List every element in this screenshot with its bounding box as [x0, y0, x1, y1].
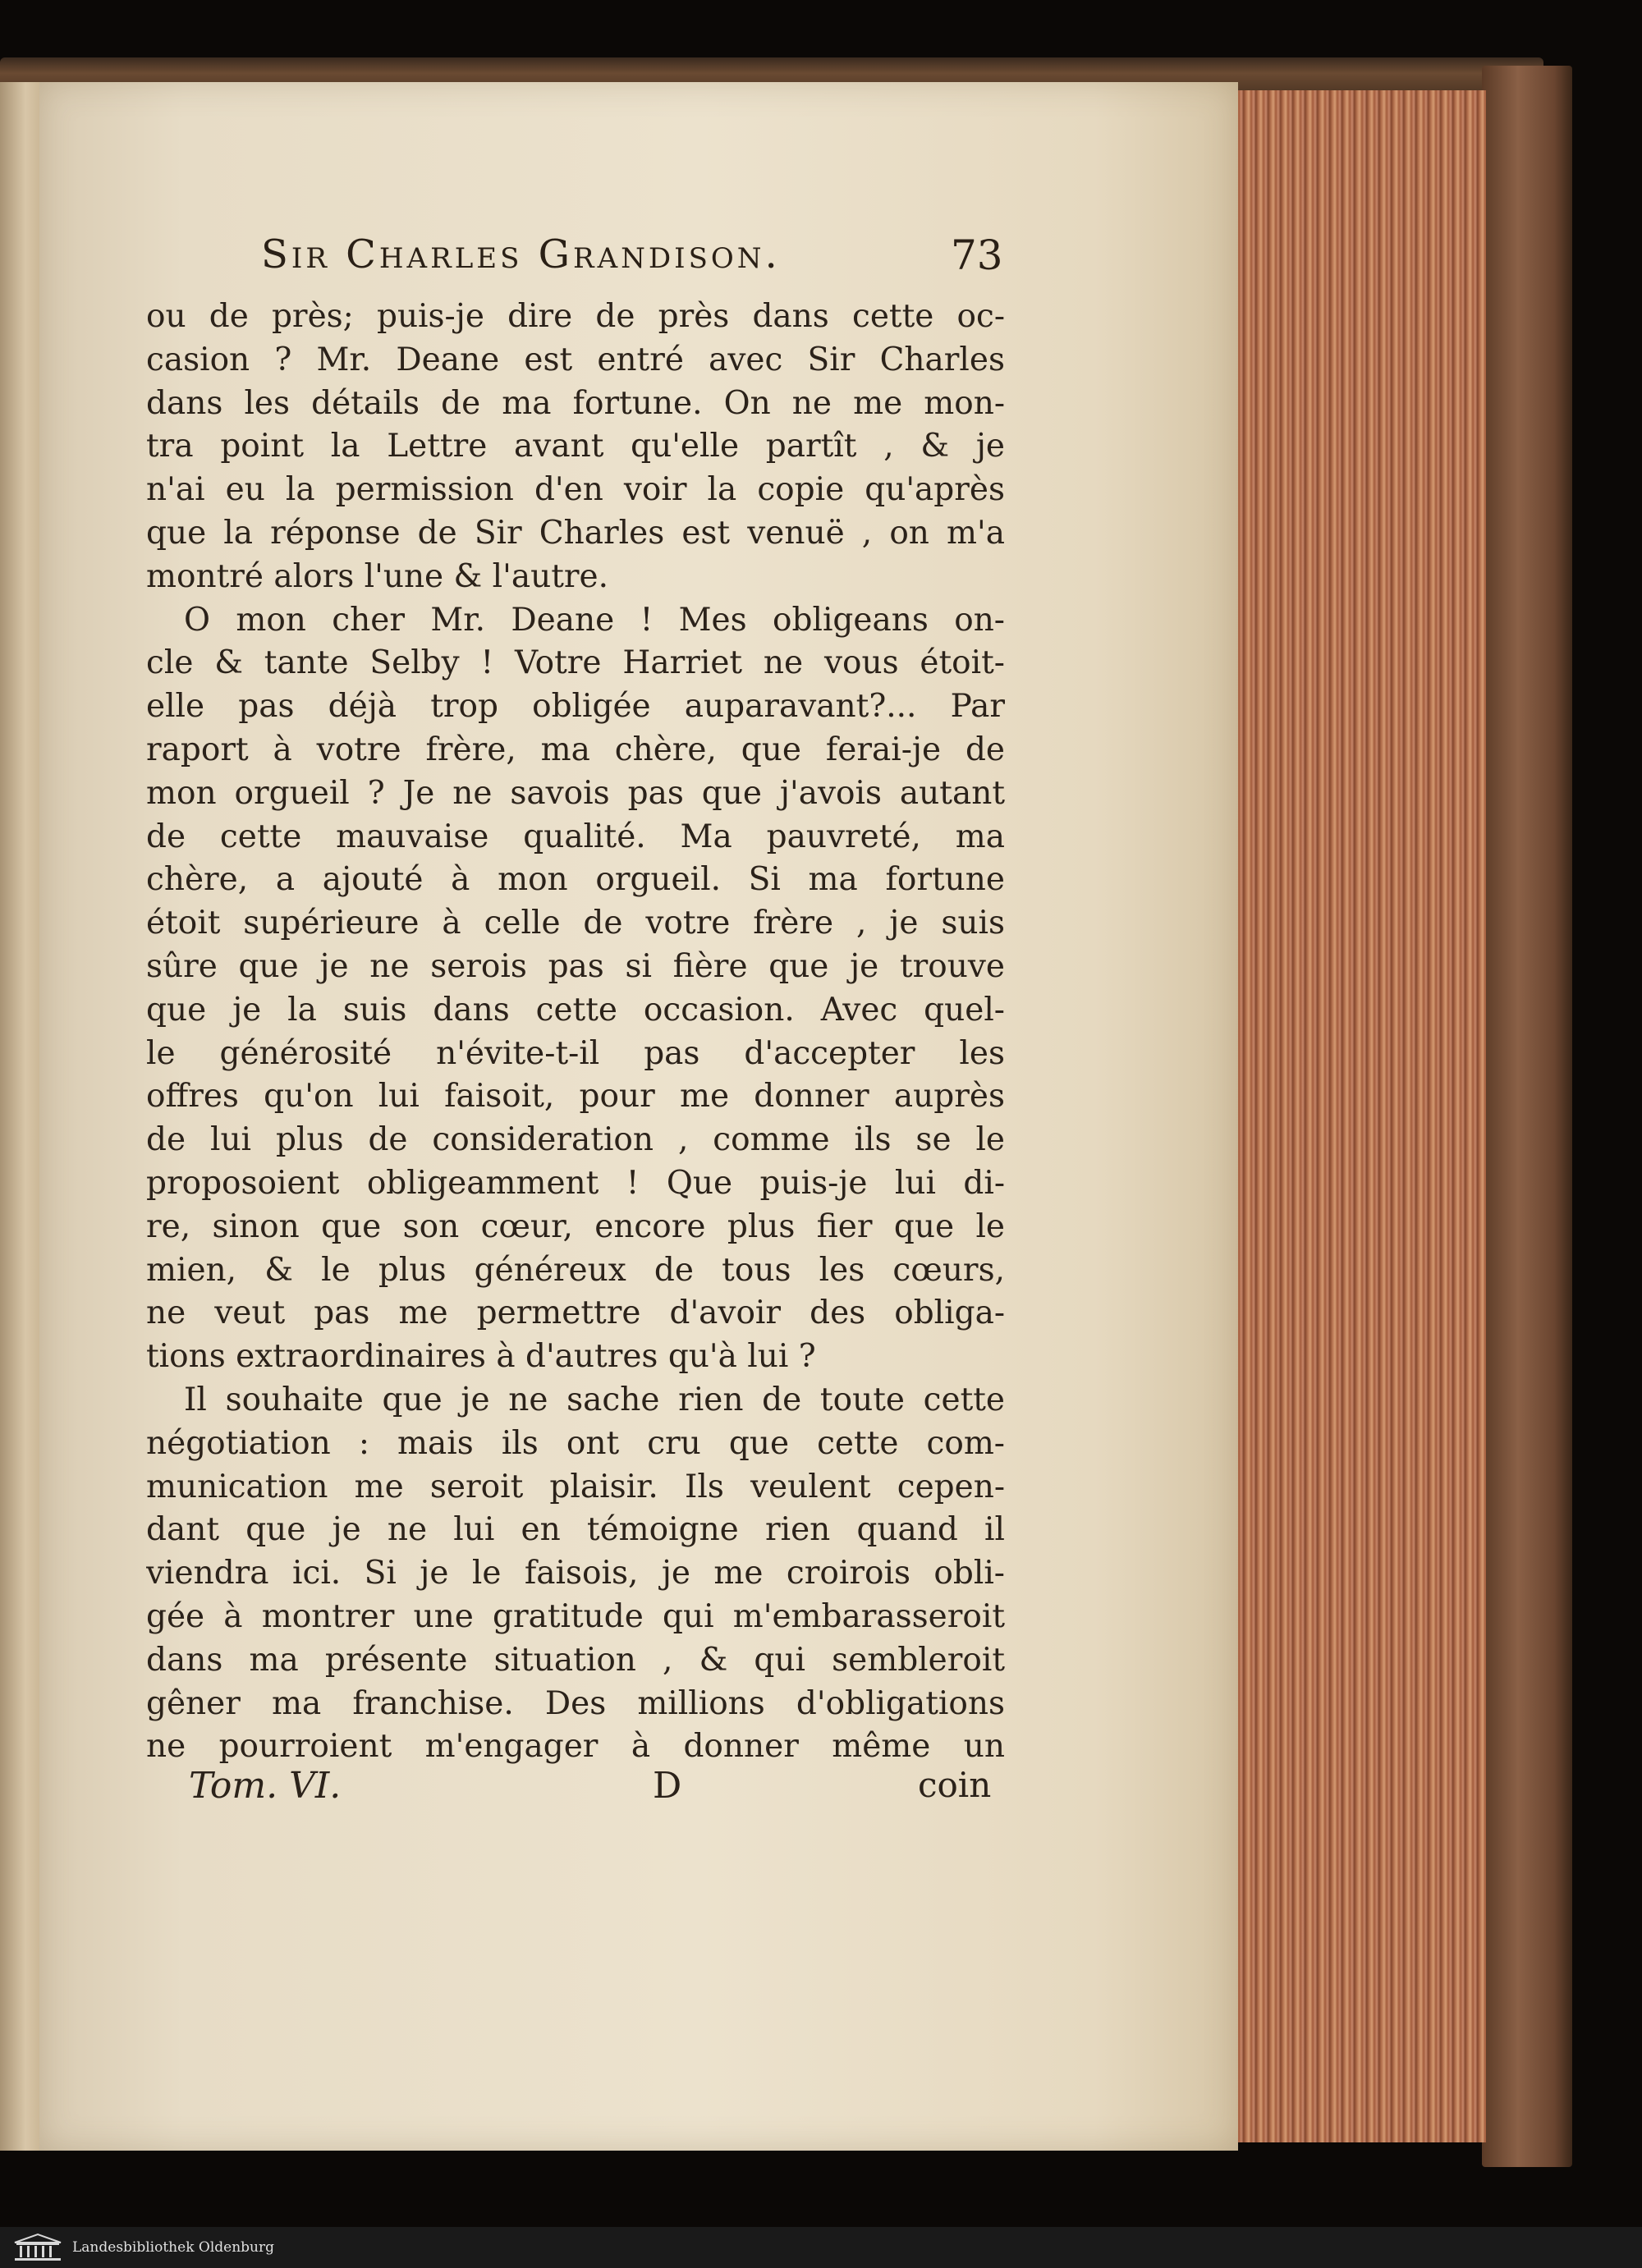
text-line: munication me seroit plaisir. Ils veulent cepen- [146, 1468, 1005, 1505]
text-line: cle & tante Selby ! Votre Harriet ne vous étoit- [146, 644, 1005, 682]
running-head-title: Sir Charles Grandison. [261, 231, 781, 277]
text-line: le générosité n'évite-t-il pas d'accepter les [146, 1034, 1005, 1072]
book-cover-board [1482, 66, 1572, 2167]
text-line: elle pas déjà trop obligée auparavant?... Par [146, 688, 1005, 726]
text-line: montré alors l'une & l'autre. [146, 557, 609, 595]
text-line: Il souhaite que je ne sache rien de toute cette [184, 1381, 1005, 1418]
text-line: gêner ma franchise. Des millions d'obligations [146, 1684, 1005, 1722]
text-line: mien, & le plus généreux de tous les cœurs, [146, 1251, 1005, 1289]
text-line: casion ? Mr. Deane est entré avec Sir Charles [146, 341, 1005, 378]
text-line: O mon cher Mr. Deane ! Mes obligeans on- [184, 601, 1005, 639]
library-name: Landesbibliothek Oldenburg [72, 2239, 275, 2256]
text-line: mon orgueil ? Je ne savois pas que j'avois autant [146, 774, 1005, 812]
text-line: ne veut pas me permettre d'avoir des obliga- [146, 1294, 1005, 1332]
text-line: dans ma présente situation , & qui sembleroit [146, 1641, 1005, 1679]
text-line: dant que je ne lui en témoigne rien quand il [146, 1511, 1005, 1549]
text-line: sûre que je ne serois pas si fière que je trouve [146, 947, 1005, 985]
text-line: ou de près; puis-je dire de près dans cette oc- [146, 298, 1005, 335]
text-line: re, sinon que son cœur, encore plus fier que le [146, 1207, 1005, 1245]
text-line: chère, a ajouté à mon orgueil. Si ma fortune [146, 861, 1005, 899]
text-line: étoit supérieure à celle de votre frère , je suis [146, 905, 1005, 942]
gathering-mark: D [653, 1765, 682, 1807]
text-line: gée à montrer une gratitude qui m'embarasseroit [146, 1597, 1005, 1635]
text-line: proposoient obligeamment ! Que puis-je lui di- [146, 1164, 1005, 1202]
catchword: coin [918, 1765, 992, 1805]
text-line: de lui plus de consideration , comme ils se le [146, 1121, 1005, 1159]
text-line: tra point la Lettre avant qu'elle partît , & je [146, 428, 1005, 465]
text-line: viendra ici. Si je le faisois, je me croirois obli- [146, 1555, 1005, 1592]
body-text [146, 296, 1005, 1769]
text-line: ne pourroient m'engager à donner même un [146, 1728, 1005, 1766]
text-line: que la réponse de Sir Charles est venuë , on m'a [146, 514, 1005, 552]
text-line: raport à votre frère, ma chère, que ferai-je de [146, 731, 1005, 768]
text-line: dans les détails de ma fortune. On ne me mon- [146, 384, 1005, 422]
volume-signature: Tom. VI. [189, 1765, 342, 1807]
text-line: n'ai eu la permission d'en voir la copie qu'après [146, 471, 1005, 509]
text-line: négotiation : mais ils ont cru que cette com- [146, 1424, 1005, 1462]
text-line: tions extraordinaires à d'autres qu'à lui ? [146, 1338, 816, 1376]
text-line: offres qu'on lui faisoit, pour me donner auprès [146, 1078, 1005, 1116]
library-building-icon [11, 2233, 64, 2262]
text-line: que je la suis dans cette occasion. Avec quel- [146, 991, 1005, 1029]
library-footer-bar [0, 2227, 1642, 2268]
page-number: 73 [951, 231, 1003, 279]
facing-page-edge [0, 82, 43, 2151]
page-block-fore-edge [1232, 90, 1486, 2142]
text-line: de cette mauvaise qualité. Ma pauvreté, ma [146, 818, 1005, 855]
